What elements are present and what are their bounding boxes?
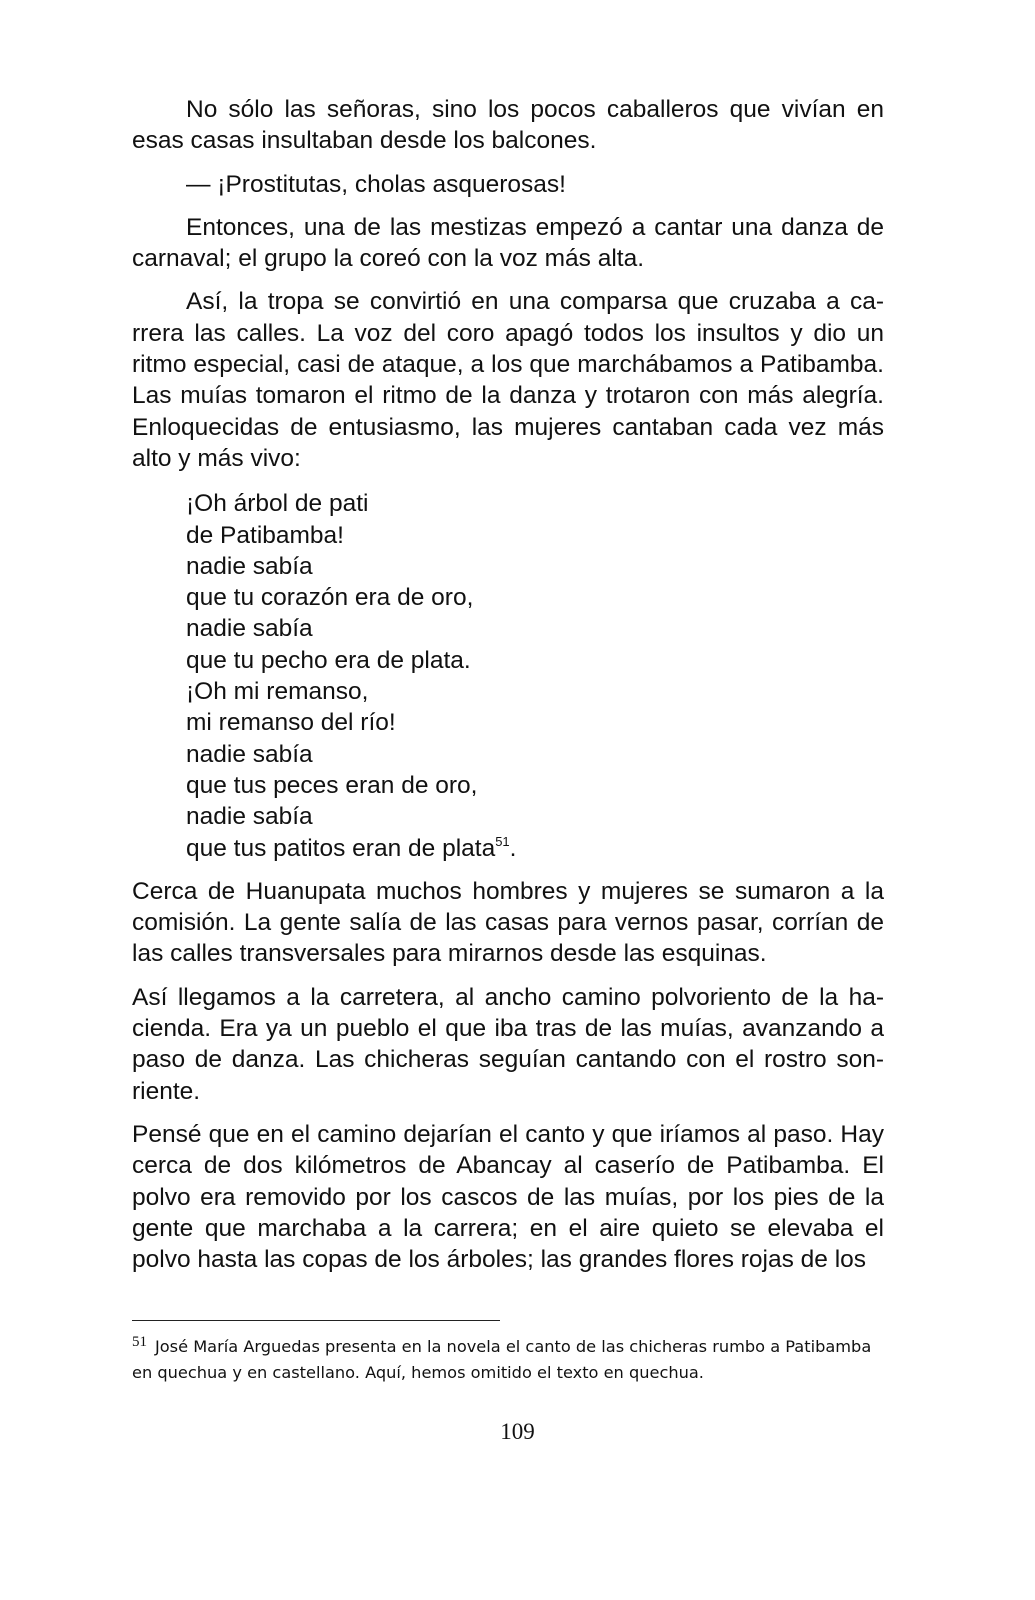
footnote: [132, 1334, 884, 1386]
verse-line: que tus peces eran de oro,: [186, 771, 478, 799]
page-body: [132, 94, 884, 1287]
page-number: 109: [500, 1419, 535, 1444]
verse-line: nadie sabía: [186, 615, 313, 643]
verse-line: mi remanso del río!: [186, 709, 396, 737]
verse-line: que tu corazón era de oro,: [186, 584, 474, 612]
verse-line: nadie sabía: [186, 552, 313, 580]
footnote-reference[interactable]: 51: [495, 833, 510, 849]
paragraph-5: Cerca de Huanupata muchos hombres y mujeres se sumaron a la comisión. La gente salía de las casas para vernos pasar, corrían de las calles transversales para mirarnos desde las esquinas.: [132, 877, 884, 968]
verse-line: nadie sabía: [186, 803, 313, 831]
verse-line: nadie sabía: [186, 740, 313, 768]
footnote-number: 51: [132, 1334, 147, 1350]
verse-line: de Patibamba!: [186, 521, 344, 549]
verse-line-last: [186, 833, 884, 864]
paragraph-7: Pensé que en el camino dejarían el canto y que iríamos al paso. Hay cerca de dos kilómetros de Abancay al caserío de Patibamba. El polvo era removido por los cascos de las muías, por los pies de la gente que marchaba a la carrera; en el aire quieto se elevaba el polvo hasta las copas de los árboles; las grandes flores rojas de los: [132, 1120, 884, 1274]
footnote-separator: [132, 1320, 500, 1321]
paragraph-2-dialogue: — ¡Prostitutas, cholas asquerosas!: [186, 170, 566, 198]
verse-end-punctuation: .: [509, 834, 517, 862]
footnote-text: José María Arguedas presenta en la novela el canto de las chicheras rumbo a Patibamba en quechua y en castellano. Aquí, hemos omitido el texto en quechua.: [132, 1337, 872, 1382]
paragraph-3: Entonces, una de las mestizas empezó a cantar una danza de carnaval; el grupo la coreó con la voz más alta.: [132, 213, 884, 273]
verse-line-text: que tus patitos eran de plata: [186, 834, 496, 862]
verse-line: que tu pecho era de plata.: [186, 646, 471, 674]
paragraph-1: No sólo las señoras, sino los pocos caballeros que vivían en esas casas insultaban desde los balcones.: [132, 96, 884, 155]
paragraph-6: Así llegamos a la carretera, al ancho camino polvoriento de la hacienda. Era ya un pueblo el que iba tras de las muías, avanzando a paso de danza. Las chicheras seguían cantando con el rostro sonriente.: [132, 983, 884, 1105]
paragraph-4: Así, la tropa se convirtió en una comparsa que cruzaba a carrera las calles. La voz del coro apagó todos los insultos y dio un ritmo especial, casi de ataque, a los que marchábamos a Patibamba. Las muías tomaron el ritmo de la danza y trotaron con más alegría. Enloquecidas de entusiasmo, las mujeres cantaban cada vez más alto y más vivo:: [132, 288, 884, 472]
verse-line: ¡Oh árbol de pati: [186, 490, 369, 518]
song-verse: [186, 486, 884, 864]
verse-line: ¡Oh mi remanso,: [186, 678, 369, 706]
